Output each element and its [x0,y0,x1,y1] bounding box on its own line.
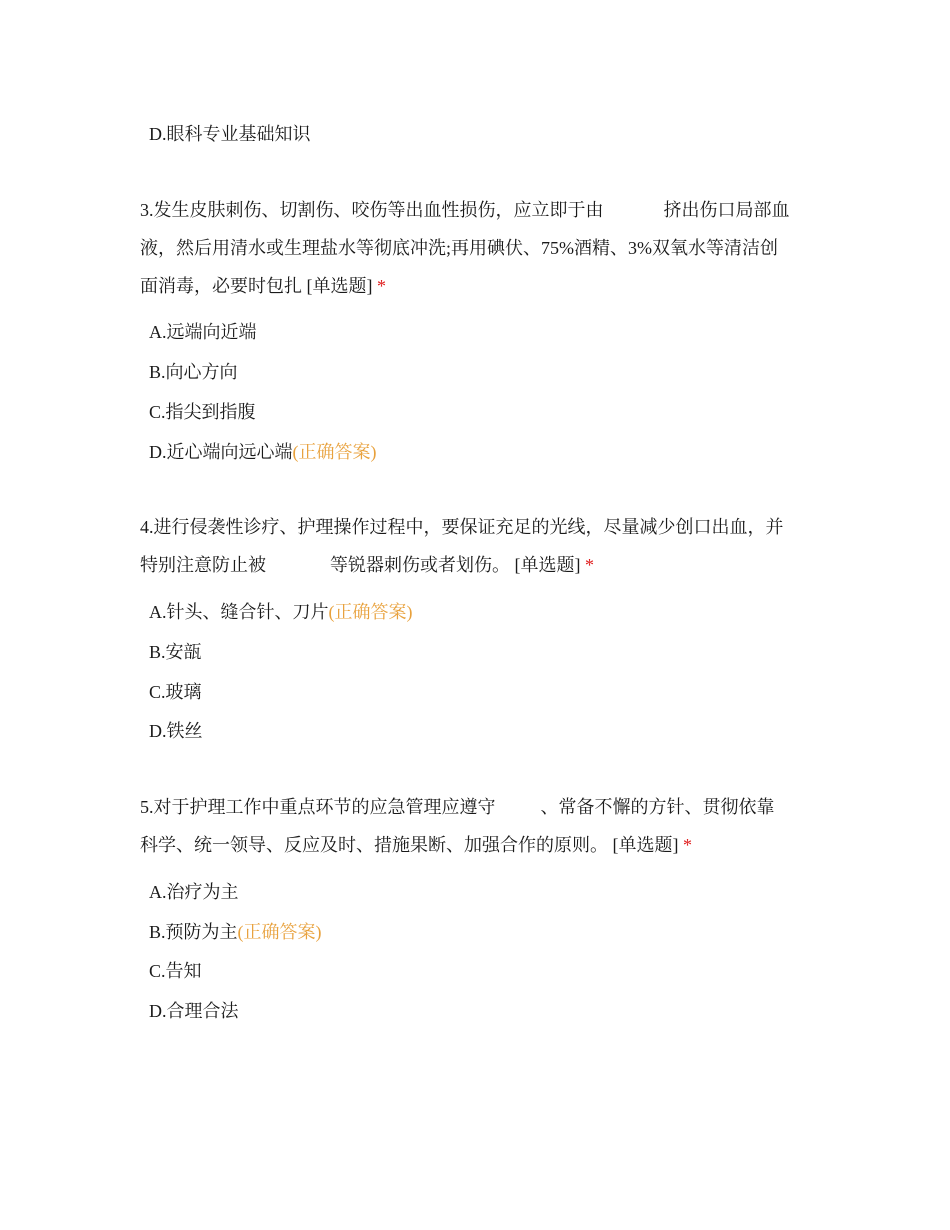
option-label: D.眼科专业基础知识 [149,124,311,144]
option-label: B.预防为主 [149,922,238,942]
question-text: 科学、统一领导、反应及时、措施果断、加强合作的原则。 [140,835,608,855]
question-3-option-c[interactable] [149,400,256,424]
question-text: 发生皮肤刺伤、切割伤、咬伤等出血性损伤，应立即于由 [153,200,604,220]
question-text: 对于护理工作中重点环节的应急管理应遵守 [153,797,496,817]
question-text: 面消毒，必要时包扎 [140,276,302,296]
question-3-line-1 [140,191,830,229]
question-4-option-b[interactable] [149,640,202,664]
question-text: 挤出伤口局部血 [663,200,790,220]
correct-answer-tag: (正确答案) [328,602,413,622]
required-mark: * [377,276,386,296]
option-label: C.指尖到指腹 [149,402,256,422]
question-3-option-a[interactable] [149,320,257,344]
question-4-option-d[interactable] [149,719,203,743]
question-text: 特别注意防止被 [140,555,266,575]
question-text: 等锐器刺伤或者划伤。 [330,555,510,575]
option-label: D.铁丝 [149,721,203,741]
question-5-option-d[interactable] [149,999,239,1023]
question-5-option-b[interactable] [149,920,322,944]
question-5-line-2 [140,826,830,864]
correct-answer-tag: (正确答案) [237,922,322,942]
question-4-option-a[interactable] [149,600,413,624]
required-mark: * [683,835,692,855]
question-type-tag: [单选题] [612,835,679,855]
correct-answer-tag: (正确答案) [292,442,377,462]
question-3-line-3 [140,267,830,305]
question-5-line-1 [140,788,830,826]
option-label: C.告知 [149,961,202,981]
question-number: 5. [140,797,154,817]
option-label: B.安瓿 [149,642,202,662]
required-mark: * [585,555,594,575]
question-type-tag: [单选题] [514,555,581,575]
question-number: 4. [140,517,154,537]
question-3-line-2: 液，然后用清水或生理盐水等彻底冲洗;再用碘伏、75%酒精、3%双氧水等清洁创 [140,238,778,258]
question-4-line-1 [140,508,830,546]
option-label: A.远端向近端 [149,322,257,342]
prev-question-option-d [149,122,311,146]
option-label: B.向心方向 [149,362,238,382]
question-4-option-c[interactable] [149,680,202,704]
question-number: 3. [140,200,154,220]
question-3-option-d[interactable] [149,440,377,464]
option-label: D.合理合法 [149,1001,239,1021]
question-3-option-b[interactable] [149,360,238,384]
question-5-option-c[interactable] [149,959,202,983]
question-4-line-2 [140,546,830,584]
option-label: D.近心端向远心端 [149,442,293,462]
question-text: 、常备不懈的方针、贯彻依靠 [540,797,775,817]
question-type-tag: [单选题] [306,276,373,296]
option-label: C.玻璃 [149,682,202,702]
question-4 [140,508,830,584]
option-label: A.治疗为主 [149,882,239,902]
option-label: A.针头、缝合针、刀片 [149,602,329,622]
question-3 [140,191,830,305]
question-5-option-a[interactable] [149,880,239,904]
question-text: 进行侵袭性诊疗、护理操作过程中，要保证充足的光线，尽量减少创口出血，并 [153,517,784,537]
question-5 [140,788,830,864]
